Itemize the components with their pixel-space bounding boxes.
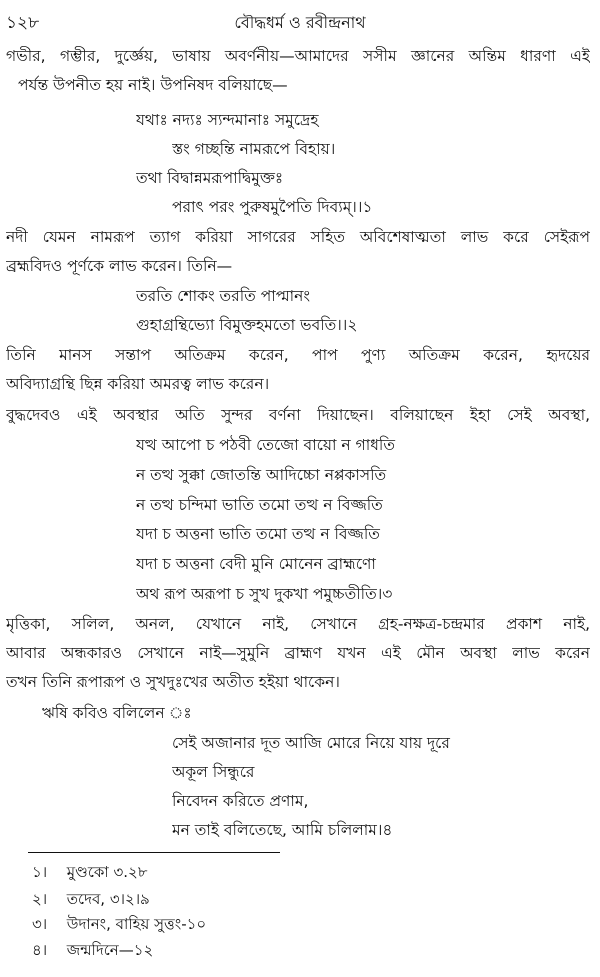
paragraph-line: নদী যেমন নামরূপ ত্যাগ করিয়া সাগরের সহিত অবিশেষাত্মতা লাভ করে সেইরূপ — [6, 228, 590, 246]
running-title: বৌদ্ধধর্ম ও রবীন্দ্রনাথ — [234, 13, 366, 32]
footnote-divider — [28, 852, 280, 853]
paragraph-line: বুদ্ধদেবও এই অবস্থার অতি সুন্দর বর্ণনা দিয়াছেন। বলিয়াছেন ইহা সেই অবস্থা, — [6, 406, 590, 424]
verse-line: পরাৎ পরং পুরুষমুপৈতি দিব্যম্।।১ — [172, 198, 373, 216]
page-header — [6, 8, 594, 34]
paragraph-line: ব্রহ্মবিদও পূর্ণকে লাভ করেন। তিনি— — [6, 257, 233, 275]
footnote — [32, 940, 153, 960]
verse-line: সেই অজানার দূত আজি মোরে নিয়ে যায় দূরে — [172, 734, 450, 752]
footnote — [32, 889, 150, 909]
paragraph-line: তখন তিনি রূপারূপ ও সুখদুঃখের অতীত হইয়া থাকেন। — [6, 673, 340, 691]
verse-line: তরতি শোকং তরতি পাপ্মানং — [136, 287, 311, 305]
verse-line: ন তত্থ সুক্কা জোতন্তি আদিচ্চো নপ্পকাসতি — [136, 466, 387, 484]
verse-line: যদা চ অত্তনা ভাতি তমো তত্থ ন বিজ্জতি — [136, 525, 380, 543]
footnote-number: ৪। — [32, 941, 48, 959]
footnote-text: জন্মদিনে—১২ — [66, 941, 154, 959]
verse-line: ন তত্থ চন্দিমা ভাতি তমো তত্থ ন বিজ্জতি — [136, 496, 383, 514]
verse-line: মন তাই বলিতেছে, আমি চলিলাম।৪ — [172, 821, 393, 839]
verse-line: নিবেদন করিতে প্রণাম, — [172, 792, 309, 810]
paragraph-line: ঋষি কবিও বলিলেন ঃ — [42, 704, 192, 722]
verse-line: তথা বিদ্বান্নমরূপাদ্বিমুক্তঃ — [136, 169, 284, 187]
paragraph-line: অবিদ্যাগ্রন্থি ছিন্ন করিয়া অমরত্ব লাভ করেন। — [6, 375, 270, 393]
footnote-number: ২। — [32, 890, 48, 908]
footnote-text: তদেব, ৩।২।৯ — [66, 890, 150, 908]
verse-line: অকূল সিন্ধুরে — [172, 763, 255, 781]
page-number: ১২৮ — [6, 13, 40, 33]
paragraph-line: তিনি মানস সন্তাপ অতিক্রম করেন, পাপ পুণ্য অতিক্রম করেন, হৃদয়ের — [6, 346, 590, 364]
verse-line: যথাঃ নদ্যঃ স্যন্দমানাঃ সমুদ্রেহ — [136, 111, 319, 129]
footnote-number: ৩। — [32, 915, 48, 933]
paragraph-line: মৃত্তিকা, সলিল, অনল, যেখানে নাই, সেখানে গ্রহ-নক্ষত্র-চন্দ্রমার প্রকাশ নাই, — [6, 615, 590, 633]
verse-line: অথ রূপ অরূপা চ সুখ দুকখা পমুচ্চতীতি।৩ — [136, 585, 393, 603]
verse-line: স্তং গচ্ছন্তি নামরূপে বিহায়। — [172, 140, 336, 158]
footnote — [32, 862, 147, 882]
verse-line: গুহাগ্রন্থিভ্যো বিমুক্তহমতো ভবতি।।২ — [136, 316, 358, 334]
footnote-text: মুণ্ডকো ৩.২৮ — [66, 863, 148, 881]
verse-line: যত্থ আপো চ পঠবী তেজো বায়ো ন গাধতি — [136, 436, 395, 454]
verse-line: যদা চ অত্তনা বেদী মুনি মোনেন ব্রাহ্মণো — [136, 555, 376, 573]
footnote-text: উদানং, বাহিয় সুত্তং-১০ — [66, 915, 207, 933]
paragraph-line: গভীর, গম্ভীর, দুর্জ্ঞেয়, ভাষায় অবর্ণনীয়—আমাদের সসীম জ্ঞানের অন্তিম ধারণা এই — [6, 47, 590, 65]
paragraph-line: আবার অন্ধকারও সেখানে নাই—সুমুনি ব্রাহ্মণ যখন এই মৌন অবস্থা লাভ করেন — [6, 644, 590, 662]
footnote — [32, 914, 206, 934]
paragraph-line: পর্যন্ত উপনীত হয় নাই। উপনিষদ বলিয়াছে— — [18, 76, 288, 94]
footnote-number: ১। — [32, 863, 48, 881]
